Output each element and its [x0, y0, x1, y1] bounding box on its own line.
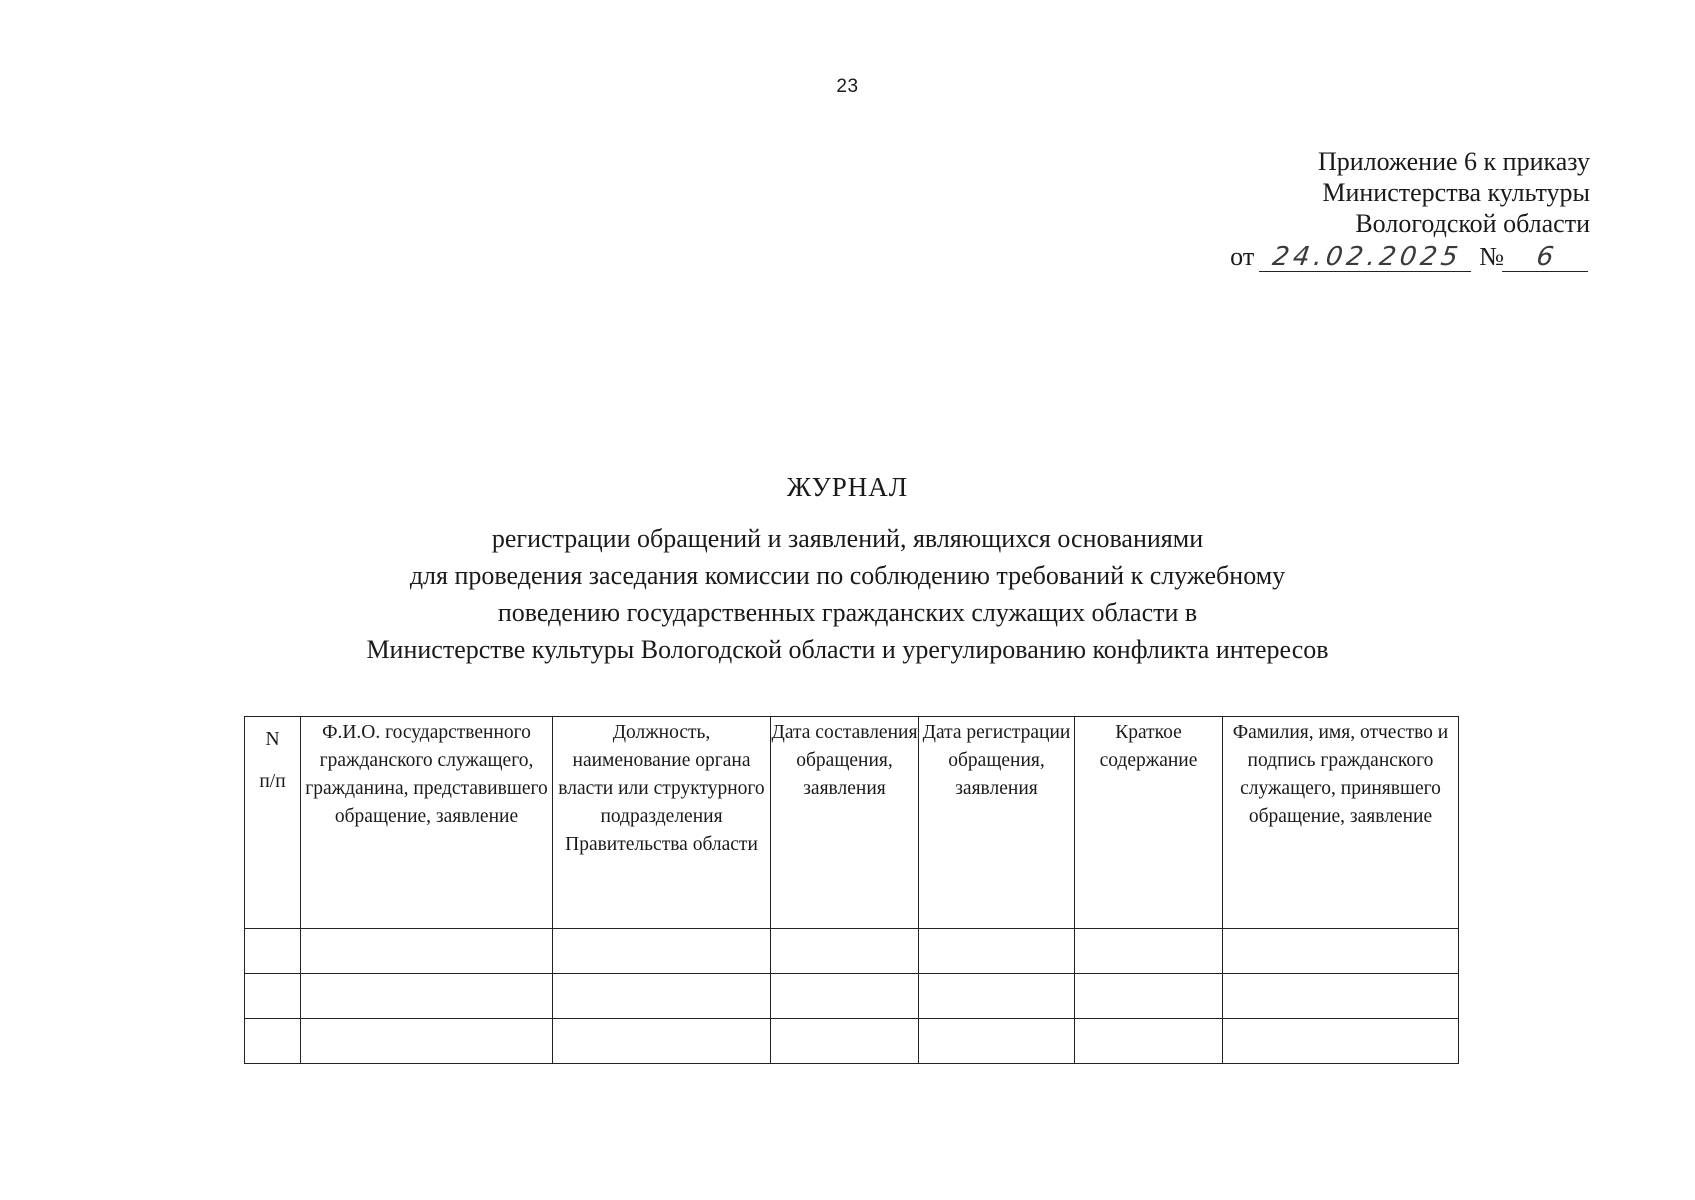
column-header-registration-date [919, 717, 1075, 929]
table-cell [771, 929, 919, 974]
table-cell [919, 1019, 1075, 1064]
header-summary-text: Краткое содержание [1099, 722, 1198, 771]
table-cell [301, 1019, 553, 1064]
journal-table [244, 716, 1459, 1064]
table-cell [919, 929, 1075, 974]
handwritten-date: 24.02.2025 [1259, 243, 1475, 272]
table-row [245, 929, 1459, 974]
document-subtitle [0, 520, 1695, 668]
appendix-block [1230, 146, 1590, 272]
appendix-line-3: Вологодской области [1355, 209, 1590, 238]
table-cell [553, 1019, 771, 1064]
subtitle-line-2: для проведения заседания комиссии по соблюдению требований к служебному [409, 561, 1286, 590]
table-cell [919, 974, 1075, 1019]
handwritten-number: 6 [1502, 243, 1592, 272]
appendix-line-1: Приложение 6 к приказу [1317, 147, 1590, 176]
column-header-compose-date [771, 717, 919, 929]
header-receiver-text: Фамилия, имя, отчество и подпись гражданского служащего, принявшего обращение, заявление [1232, 722, 1449, 827]
header-position-text: Должность, наименование органа власти или структурного подразделения Правительства области [558, 722, 765, 855]
column-header-number [245, 717, 301, 929]
number-prefix: № [1479, 242, 1504, 271]
table-cell [771, 1019, 919, 1064]
table-cell [245, 929, 301, 974]
column-header-receiver [1223, 717, 1459, 929]
table-cell [553, 929, 771, 974]
table-cell [1223, 929, 1459, 974]
table-header-row [245, 717, 1459, 929]
page-number: 23 [836, 76, 859, 97]
table-cell [301, 929, 553, 974]
table-row [245, 1019, 1459, 1064]
date-prefix: от [1230, 242, 1255, 271]
column-header-position [553, 717, 771, 929]
table-cell [245, 1019, 301, 1064]
document-title: ЖУРНАЛ [786, 472, 909, 502]
table-cell [1075, 1019, 1223, 1064]
header-compose-date-text: Дата составления обращения, заявления [771, 722, 918, 799]
order-date-line [1230, 241, 1590, 272]
appendix-line-2: Министерства культуры [1322, 178, 1590, 207]
table-row [245, 974, 1459, 1019]
header-number-text: N п/п [259, 729, 286, 792]
subtitle-line-1: регистрации обращений и заявлений, являющихся основаниями [491, 524, 1204, 553]
header-fullname-text: Ф.И.О. государственного гражданского служащего, гражданина, представившего обращение, заявление [305, 722, 548, 827]
table-cell [1223, 1019, 1459, 1064]
table-cell [1223, 974, 1459, 1019]
column-header-summary [1075, 717, 1223, 929]
table-cell [771, 974, 919, 1019]
header-registration-date-text: Дата регистрации обращения, заявления [922, 722, 1071, 799]
table-cell [553, 974, 771, 1019]
table-cell [1075, 974, 1223, 1019]
subtitle-line-4: Министерстве культуры Вологодской области и урегулированию конфликта интересов [366, 635, 1329, 664]
subtitle-line-3: поведению государственных гражданских служащих области в [497, 598, 1198, 627]
column-header-fullname [301, 717, 553, 929]
table-cell [301, 974, 553, 1019]
table-cell [245, 974, 301, 1019]
table-cell [1075, 929, 1223, 974]
